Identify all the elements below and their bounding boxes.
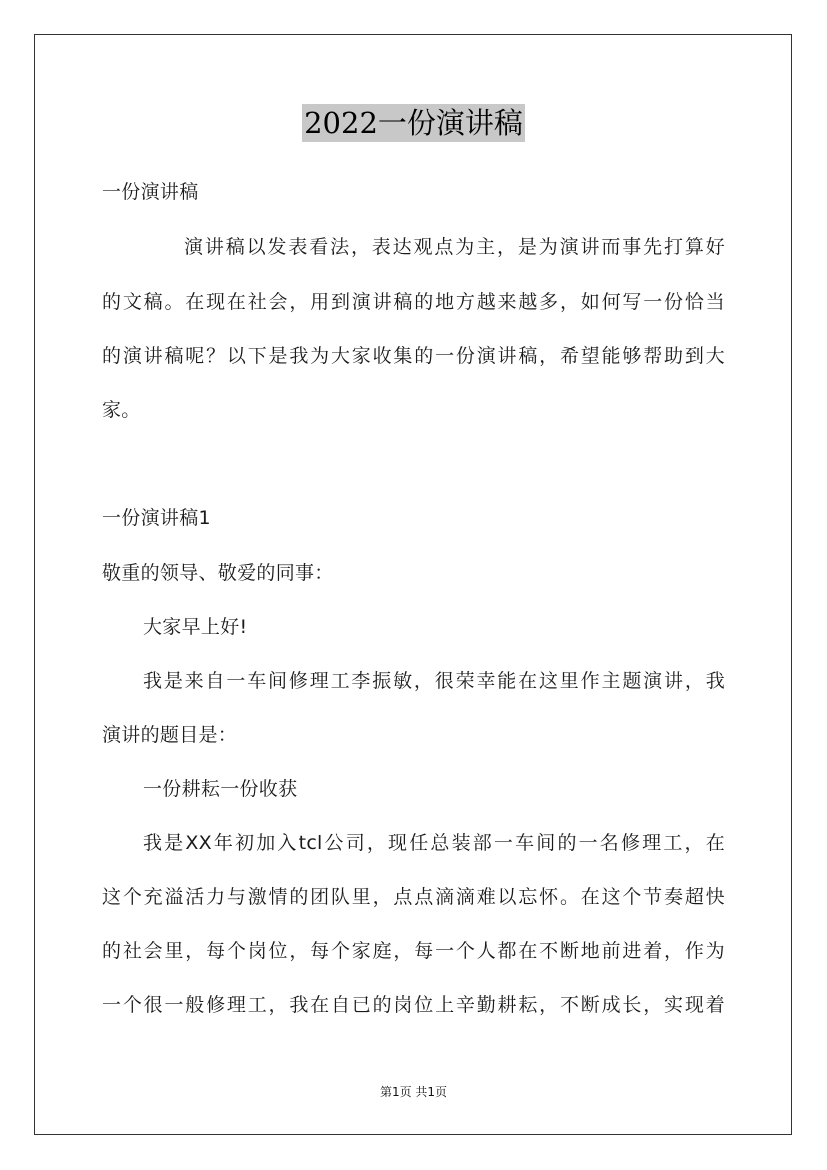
paragraph-line: 这个充溢活力与激情的团队里，点点滴滴难以忘怀。在这个节奏超快: [102, 886, 725, 908]
paragraph-line: 家。: [102, 399, 141, 421]
paragraph-line: 我是XX年初加入tcl公司，现任总装部一车间的一名修理工，在: [143, 832, 725, 854]
section-heading: 一份演讲稿: [102, 181, 199, 203]
greeting: 大家早上好!: [143, 616, 248, 638]
paragraph-line: 的演讲稿呢？以下是我为大家收集的一份演讲稿，希望能够帮助到大: [102, 345, 725, 367]
document-title: 2022一份演讲稿: [304, 106, 523, 140]
page-footer: 第1页 共1页: [379, 1085, 448, 1099]
speech-title: 一份耕耘一份收获: [143, 778, 298, 800]
paragraph-line: 的文稿。在现在社会，用到演讲稿的地方越来越多，如何写一份恰当: [102, 291, 725, 313]
title-container: [0, 104, 827, 142]
paragraph-line: 我是来自一车间修理工李振敏，很荣幸能在这里作主题演讲，我: [143, 670, 725, 692]
salutation: 敬重的领导、敬爱的同事：: [102, 562, 334, 584]
paragraph-line: 一个很一般修理工，我在自已的岗位上辛勤耕耘，不断成长，实现着: [102, 994, 725, 1016]
paragraph-line: 演讲的题目是：: [102, 724, 238, 746]
section-heading: 一份演讲稿1: [102, 507, 211, 529]
paragraph-line: 演讲稿以发表看法，表达观点为主，是为演讲而事先打算好: [184, 236, 725, 258]
paragraph-line: 的社会里，每个岗位，每个家庭，每一个人都在不断地前进着，作为: [102, 940, 725, 962]
